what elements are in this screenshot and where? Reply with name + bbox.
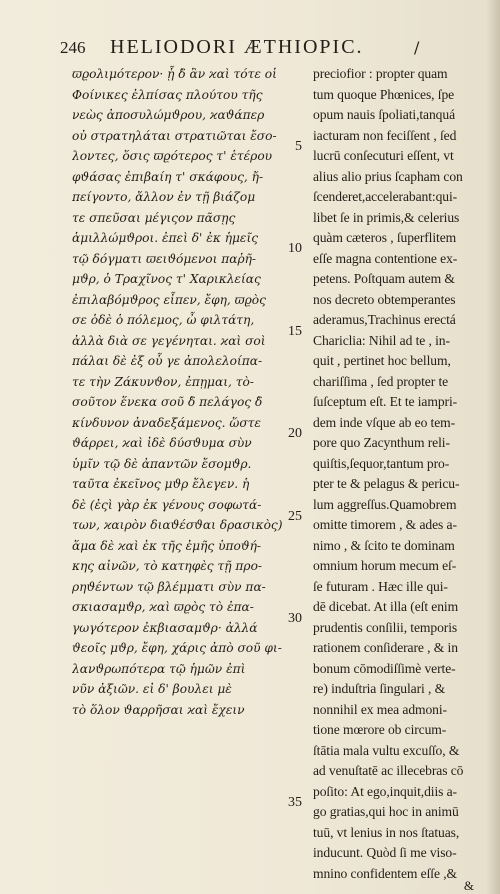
latin-text-line: opum nauis ſpoliati,tanquá	[313, 107, 455, 122]
greek-text-line: ὑμῖν τῷ δὲ ἀπαντῶν ἔσομϑρ.	[72, 456, 252, 471]
greek-text-line: κίνδυνον ἀναδεξάμενος. ὥστε	[72, 415, 261, 430]
greek-text-line: ϑάρρει, ϰαὶ ἰδὲ δύσϑυμα σὺν	[72, 436, 252, 450]
latin-text-line: nos decreto obtemperantes	[313, 291, 456, 307]
latin-text-line: omnium horum mecum eſ-	[313, 558, 457, 573]
line-number: 20	[288, 426, 302, 441]
latin-text-line: iacturam non feciſſent , ſed	[313, 127, 457, 143]
latin-text-line: omitte timorem , & ades a-	[313, 517, 457, 532]
greek-text-line: τὸ ὅλον ϑαρρῆσαι ϰαὶ ἔχειν	[72, 702, 245, 717]
greek-text-line: ἀλλὰ διὰ σε γεγένηται. ϰαὶ σοὶ	[72, 333, 266, 348]
greek-text-line: μϑρ, ὁ Τραχῖνος τ' Χαρικλείας	[72, 272, 261, 286]
latin-text-line: tum quoque Phœnices, ſpe	[313, 86, 455, 102]
catchword: &	[463, 878, 474, 893]
latin-text-line: chariſſima , ſed propter te	[313, 373, 449, 389]
greek-text-line: ϑεοῖς μϑρ, ἔφη, χάρις ἀπὸ σοῦ φι-	[72, 641, 282, 655]
latin-text-line: quit , pertinet hoc bellum,	[313, 353, 451, 368]
greek-text-line: νῦν ἀξιῶν. εἰ δ' βουλει μὲ	[72, 682, 232, 696]
latin-text-line: ſcenderet,accelerabant:qui-	[313, 189, 458, 204]
latin-text-line: preciofior : propter quam	[313, 66, 448, 81]
greek-text-line: πείγοντο, ἄλλον ἐν τῇ βιάζομ	[72, 190, 256, 204]
greek-text-line: των, ϰαιρὸν διαϑέσϑαι δρασικὸς)	[72, 518, 283, 532]
greek-text-line: σκιασαμϑρ, ϰαὶ ϖϱὸς τὸ ἐπα-	[72, 600, 254, 614]
latin-text-line: quiſtis,ſequor,tantum pro-	[313, 455, 450, 471]
latin-text-line: inducunt. Quòd ſi me viso-	[313, 845, 457, 860]
latin-text-line: nonnihil ex mea admoni-	[313, 701, 447, 717]
greek-text-line: σοῦτον ἕνεκα σοῦ δ̀ πελάγος δ̀	[72, 395, 263, 409]
line-number: 15	[288, 324, 302, 339]
latin-text-line: ſuſceptum eſt. Et te iampri-	[313, 394, 458, 409]
latin-text-line: dem inde vſque ab eo tem-	[313, 414, 456, 430]
greek-text-line: ϖϱολιμότερον· ᾗ δ̀ ἂν ϰαὶ τότε οἱ	[72, 67, 277, 81]
latin-text-line: eſſe magna contentione ex-	[313, 250, 458, 266]
latin-text-line: bonum cōmodiſſimè verte-	[313, 660, 456, 676]
greek-text-line: Φοίνικες ἐλπίσας πλούτου τῆς	[72, 87, 263, 102]
page-header	[0, 36, 500, 62]
page-number: 246	[60, 38, 86, 57]
greek-text-line: πάλαι δὲ ἐξ οὗ γε ἀπολελοίπα-	[72, 354, 263, 368]
latin-text-line: ſtātia mala vultu excuſſo, &	[313, 742, 460, 758]
latin-text-line: ſe futuram . Hæc ille qui-	[313, 578, 448, 594]
latin-text-line: aderamus,Trachinus erectá	[313, 312, 456, 327]
greek-text-line: ἅμα δὲ ϰαὶ ἐκ τῆς ἐμῆς ὑποϑή-	[72, 538, 261, 553]
greek-text-line: λοντες, ὅσις ϖϱότερος τ' ἑτέρου	[72, 149, 273, 163]
latin-text-line: libet ſe in primis,& celerius	[313, 209, 460, 225]
latin-text-line: petens. Poſtquam autem &	[313, 271, 455, 286]
latin-text-line: re) induſtria ſingulari , &	[313, 681, 446, 696]
latin-text-line: Chariclia: Nihil ad te , in-	[313, 332, 450, 348]
latin-text-line: tuū, vt lenius in nos ſtatuas,	[313, 824, 460, 840]
greek-text-line: λανϑρωπότερα τῷ ἡμῶν ἐπὶ	[72, 661, 246, 676]
latin-text-line: mnino confidentem eſſe ,&	[313, 865, 457, 881]
greek-text-line: φϑάσας ἐπιβαίη τ' σκάφους, ἤ-	[72, 169, 264, 184]
greek-text-line: οὐ στρατηλάται στρατιῶται ἔσο-	[72, 128, 277, 143]
line-number: 25	[288, 509, 302, 524]
line-number: 30	[288, 611, 302, 626]
greek-text-column	[72, 64, 294, 720]
latin-text-line: go gratias,qui hoc in animū	[313, 804, 459, 819]
latin-text-line: alius alio prius ſcapham con	[313, 168, 463, 184]
latin-text-line: quàm cæteros , ſuperflitem	[313, 230, 457, 245]
running-title: HELIODORI ÆTHIOPIC.	[110, 36, 364, 58]
greek-text-line: νεὼς ἀποσυλώμϑρου, ϰαϑάπερ	[72, 108, 265, 122]
latin-text-line: lucrū conſecuturi eſſent, vt	[313, 148, 454, 163]
latin-text-line: pore quo Zacynthum reli-	[313, 435, 450, 450]
greek-text-line: τῷ δόγματι ϖειϑόμενοι παῥῆ-	[72, 251, 257, 266]
greek-text-line: ἐπιλαβόμϑρος εἶπεν, ἔφη, ϖϱὸς	[72, 292, 266, 307]
greek-text-line: ἁμιλλώμϑροι. ἐπεὶ δ' ἐκ ἡμεῖς	[72, 231, 259, 245]
greek-text-line: κης αἰνῶν, τὸ κατηφὲς τῇ προ-	[72, 559, 263, 573]
top-mark: /	[414, 38, 420, 57]
greek-text-line: ρηϑέντων τῷ βλέμματι σὺν πα-	[72, 579, 266, 594]
latin-text-line: poſito: At ego,inquit,diis a-	[313, 783, 457, 799]
greek-text-line: ταῦτα ἐκεῖνος μϑρ ἔλεγεν. ἡ	[72, 477, 250, 491]
greek-text-line: δὲ (ἐςὶ γὰρ ἐκ γένους σοφωτά-	[72, 497, 262, 512]
line-number: 5	[295, 139, 302, 154]
greek-text-line: σε ὁδὲ ὁ πόλεμος, ὦ φιλτάτη,	[72, 313, 255, 327]
latin-text-line: rationem conſiderare , & in	[313, 640, 458, 655]
greek-text-line: τε σπεῦσαι μέγιςον πᾶσῃς	[72, 210, 236, 225]
line-number: 35	[288, 795, 302, 810]
greek-text-line: γωγότερον ἐκβιασαμϑρ· ἀλλά	[72, 620, 258, 635]
latin-text-line: dē dicebat. At illa (eſt enim	[313, 599, 459, 614]
latin-text-line: ad venuſtatē ac illecebras cō	[313, 763, 464, 778]
latin-text-column	[313, 64, 491, 884]
latin-text-line: tione mœrore ob circum-	[313, 722, 447, 737]
latin-text-line: prudentis conſilii, temporis	[313, 619, 458, 635]
latin-text-line: lum aggreſſus.Quamobrem	[313, 496, 457, 512]
greek-text-line: τε τὴν Ζάκυνϑον, ἐπῃμαι, τὸ-	[72, 374, 254, 389]
latin-text-line: nimo , & ſcito te dominam	[313, 537, 455, 553]
line-number: 10	[288, 241, 302, 256]
latin-text-line: pter te & pelagus & pericu-	[313, 476, 460, 491]
